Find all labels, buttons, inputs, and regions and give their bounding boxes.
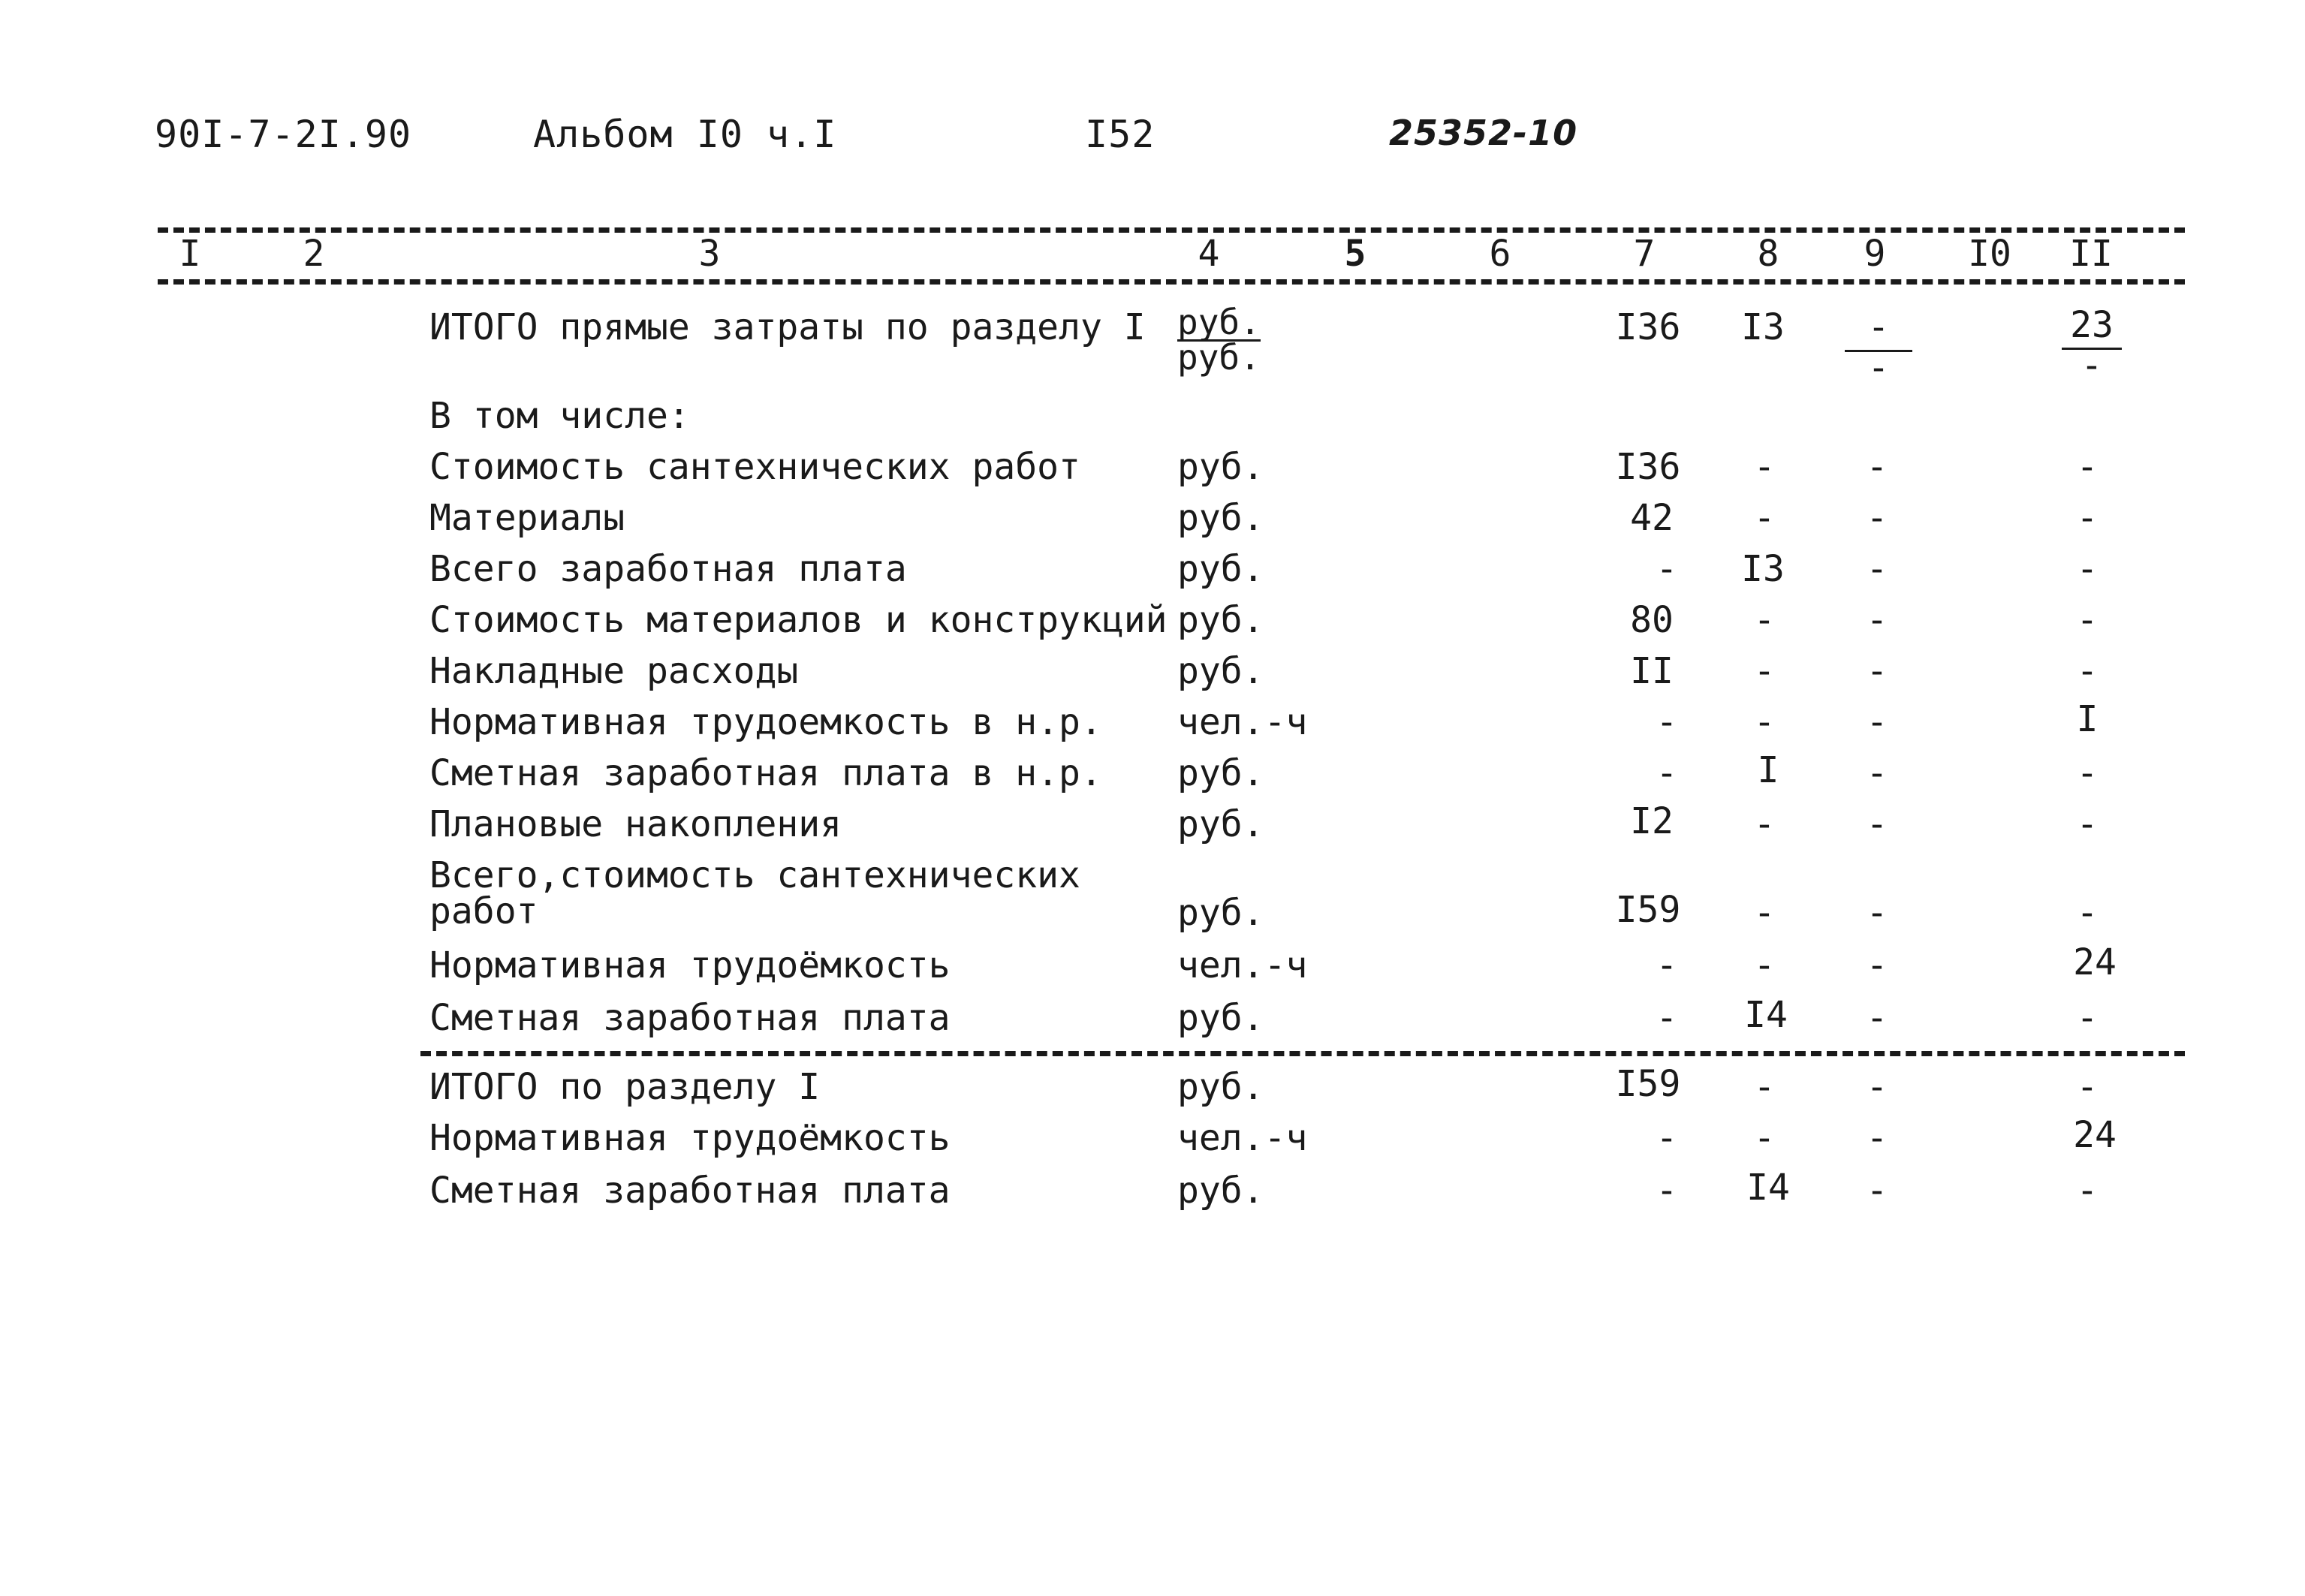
column-number: 5	[1344, 233, 1366, 275]
total-unit: руб.	[1177, 1170, 1264, 1212]
row-col11: -	[2076, 548, 2099, 590]
column-number: II	[2069, 233, 2113, 275]
total-col8: -	[1753, 1066, 1776, 1108]
row-col9: -	[1866, 892, 1888, 934]
row-description: Плановые накопления	[429, 803, 842, 845]
row-col9: -	[1866, 803, 1888, 845]
row-col7: II	[1630, 650, 1674, 692]
total-description: Нормативная трудоёмкость	[429, 1117, 951, 1159]
summary-col7: I36	[1615, 306, 1681, 348]
summary-unit-bottom: руб.	[1177, 336, 1261, 378]
row-col11: -	[2076, 752, 2099, 794]
row-col11: -	[2076, 599, 2099, 641]
row-col8: I3	[1741, 548, 1785, 590]
row-col9: -	[1866, 944, 1888, 986]
row-col7: I2	[1630, 800, 1674, 842]
total-col9: -	[1866, 1170, 1888, 1212]
row-unit: чел.-ч	[1177, 944, 1308, 986]
row-col9: -	[1866, 446, 1888, 488]
row-description: Нормативная трудоемкость в н.р.	[429, 701, 1102, 743]
row-col7: -	[1656, 752, 1678, 794]
row-col8: -	[1753, 599, 1776, 641]
column-number: 9	[1864, 233, 1886, 275]
album-label: Альбом I0 ч.I	[533, 113, 837, 156]
row-col7: -	[1656, 701, 1678, 743]
total-col8: -	[1753, 1117, 1776, 1159]
total-col7: -	[1656, 1117, 1678, 1159]
summary-description: ИТОГО прямые затраты по разделу I	[429, 306, 1146, 348]
column-number: I	[179, 233, 201, 275]
row-description: Стоимость материалов и конструкций	[429, 599, 1168, 641]
total-description: Сметная заработная плата	[429, 1170, 951, 1212]
column-number: 7	[1633, 233, 1656, 275]
total-col9: -	[1866, 1117, 1888, 1159]
row-col7: -	[1656, 997, 1678, 1039]
summary-col9-top: -	[1845, 306, 1912, 352]
totals-separator-rule	[420, 1051, 2185, 1056]
row-description: Материалы	[429, 497, 625, 539]
total-col9: -	[1866, 1066, 1888, 1108]
row-unit: руб.	[1177, 599, 1264, 641]
row-description: Нормативная трудоёмкость	[429, 944, 951, 986]
summary-unit-top: руб.	[1177, 302, 1261, 342]
page-number: I52	[1085, 113, 1156, 156]
summary-col11-fraction	[2062, 304, 2122, 387]
row-col11: I	[2076, 698, 2099, 740]
row-description: Всего,стоимость сантехнических	[429, 854, 1080, 896]
row-col8: I4	[1744, 994, 1788, 1036]
row-unit: руб.	[1177, 446, 1264, 488]
row-col9: -	[1866, 997, 1888, 1039]
document-number: 25352-10	[1389, 113, 1578, 153]
total-unit: руб.	[1177, 1066, 1264, 1108]
summary-col11-bottom: -	[2081, 345, 2103, 387]
row-col8: -	[1753, 944, 1776, 986]
column-number: I0	[1968, 233, 2011, 275]
row-col7: 80	[1630, 599, 1674, 641]
row-col9: -	[1866, 701, 1888, 743]
row-col11: -	[2076, 892, 2099, 934]
row-col8: -	[1753, 446, 1776, 488]
row-description: Сметная заработная плата в н.р.	[429, 752, 1102, 794]
summary-col8: I3	[1741, 306, 1785, 348]
row-description-continued: работ	[429, 890, 538, 932]
row-col11: -	[2076, 997, 2099, 1039]
row-col9: -	[1866, 548, 1888, 590]
row-unit: руб.	[1177, 497, 1264, 539]
summary-col11-top: 23	[2062, 304, 2122, 350]
column-number: 3	[698, 233, 721, 275]
total-col7: I59	[1615, 1063, 1681, 1105]
row-unit: руб.	[1177, 892, 1264, 934]
summary-col9-bottom: -	[1867, 347, 1890, 389]
total-col11: -	[2076, 1066, 2099, 1108]
row-description: Стоимость сантехнических работ	[429, 446, 1080, 488]
row-col8: -	[1753, 803, 1776, 845]
total-unit: чел.-ч	[1177, 1117, 1308, 1159]
total-description: ИТОГО по разделу I	[429, 1066, 821, 1108]
row-col11: -	[2076, 497, 2099, 539]
row-unit: руб.	[1177, 803, 1264, 845]
row-col11: -	[2076, 446, 2099, 488]
row-col8: -	[1753, 892, 1776, 934]
total-col11: -	[2076, 1170, 2099, 1212]
row-description: Всего заработная плата	[429, 548, 907, 590]
header-top-rule	[158, 227, 2185, 233]
column-number: 6	[1489, 233, 1511, 275]
row-col9: -	[1866, 599, 1888, 641]
row-col9: -	[1866, 497, 1888, 539]
row-col7: I36	[1615, 446, 1681, 488]
row-col7: -	[1656, 548, 1678, 590]
row-description: Сметная заработная плата	[429, 997, 951, 1039]
row-unit: руб.	[1177, 548, 1264, 590]
row-col8: -	[1753, 650, 1776, 692]
column-number: 8	[1757, 233, 1779, 275]
column-number: 2	[303, 233, 325, 275]
row-col7: I59	[1615, 889, 1681, 931]
row-col8: -	[1753, 497, 1776, 539]
row-unit: руб.	[1177, 650, 1264, 692]
row-col7: -	[1656, 944, 1678, 986]
column-number: 4	[1198, 233, 1220, 275]
subheading: В том числе:	[429, 395, 690, 437]
summary-col9-fraction	[1845, 306, 1912, 389]
row-col9: -	[1866, 650, 1888, 692]
total-col7: -	[1656, 1170, 1678, 1212]
summary-unit-fraction	[1177, 302, 1261, 378]
row-col7: 42	[1630, 497, 1674, 539]
total-col8: I4	[1746, 1167, 1790, 1209]
document-code: 90I-7-2I.90	[155, 113, 412, 156]
row-unit: чел.-ч	[1177, 701, 1308, 743]
row-unit: руб.	[1177, 752, 1264, 794]
row-col9: -	[1866, 752, 1888, 794]
row-col8: I	[1757, 749, 1779, 791]
row-description: Накладные расходы	[429, 650, 799, 692]
row-col8: -	[1753, 701, 1776, 743]
row-col11: -	[2076, 803, 2099, 845]
header-bottom-rule	[158, 279, 2185, 285]
row-col11: 24	[2073, 941, 2117, 983]
total-col11: 24	[2073, 1114, 2117, 1156]
row-col11: -	[2076, 650, 2099, 692]
row-unit: руб.	[1177, 997, 1264, 1039]
